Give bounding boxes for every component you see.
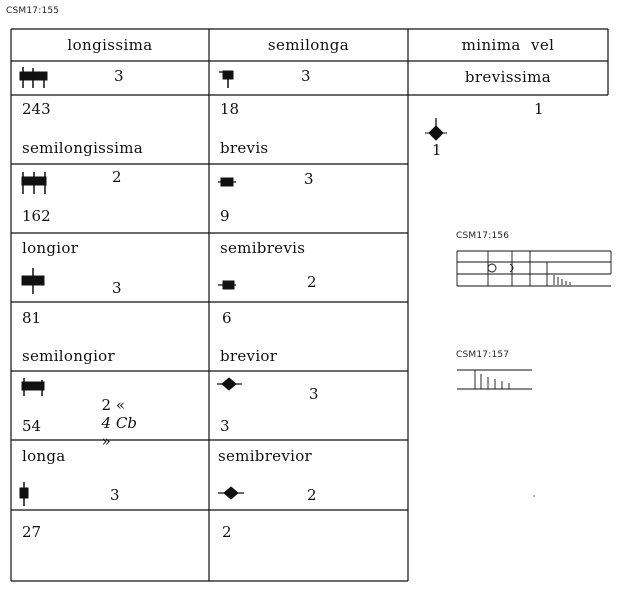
longissima-note-icon	[20, 67, 47, 88]
semibrevis-value: 6	[222, 309, 232, 327]
semilongior-count	[92, 378, 137, 450]
semilongissima-count: 2	[112, 168, 122, 186]
semilonga-note-icon	[219, 71, 233, 88]
longior-label: longior	[22, 239, 79, 257]
semilonga-count: 3	[301, 67, 311, 85]
semibrevior-note-icon	[218, 487, 244, 499]
brevior-value: 3	[220, 417, 230, 435]
longior-count: 3	[112, 279, 122, 297]
figure-ref-main: CSM17:155	[6, 6, 60, 16]
longissima-count: 3	[114, 67, 124, 85]
brevis-count: 3	[304, 170, 314, 188]
semilongissima-value: 162	[22, 207, 51, 225]
semilonga-value: 18	[220, 100, 240, 118]
semilongissima-label: semilongissima	[22, 139, 144, 157]
longissima-value: 243	[22, 100, 51, 118]
header-longissima: longissima	[67, 36, 153, 54]
brevior-label: brevior	[220, 347, 278, 365]
semilongior-count-note: 4 Cb	[101, 414, 137, 432]
longior-value: 81	[22, 309, 42, 327]
minima-count: 1	[534, 100, 544, 118]
longa-count: 3	[110, 486, 120, 504]
semibrevis-label: semibrevis	[220, 239, 306, 257]
staff-excerpt-157	[457, 370, 532, 389]
semilongior-count-suffix: »	[101, 432, 111, 450]
figure-ref-2: CSM17:156	[456, 231, 510, 241]
semilongior-label: semilongior	[22, 347, 115, 365]
semibrevior-value: 2	[222, 523, 232, 541]
staff-excerpt-156	[457, 251, 611, 286]
brevis-value: 9	[220, 207, 230, 225]
semilongior-note-icon	[22, 378, 44, 396]
semibrevis-count: 2	[307, 273, 317, 291]
semilongior-value: 54	[22, 417, 42, 435]
longa-note-icon	[20, 482, 28, 506]
semibrevior-label: semibrevior	[218, 447, 313, 465]
stray-dot	[533, 495, 535, 497]
figure-ref-3: CSM17:157	[456, 350, 510, 360]
longa-label: longa	[22, 447, 66, 465]
minima-note-icon	[425, 118, 447, 140]
brevis-note-icon	[218, 178, 236, 186]
semibrevis-note-icon	[218, 281, 236, 289]
header-semilonga: semilonga	[267, 36, 350, 54]
semilongior-count-prefix: 2 «	[101, 396, 126, 414]
brevior-count: 3	[309, 385, 319, 403]
semibrevior-count: 2	[307, 486, 317, 504]
header-brevissima: brevissima	[464, 68, 552, 86]
brevis-label: brevis	[220, 139, 269, 157]
brevior-note-icon	[217, 378, 242, 390]
minima-value: 1	[432, 141, 442, 159]
semilongissima-note-icon	[22, 172, 46, 194]
longa-value: 27	[22, 523, 42, 541]
longior-note-icon	[22, 268, 44, 294]
header-minima-vel: minima vel	[461, 36, 555, 54]
